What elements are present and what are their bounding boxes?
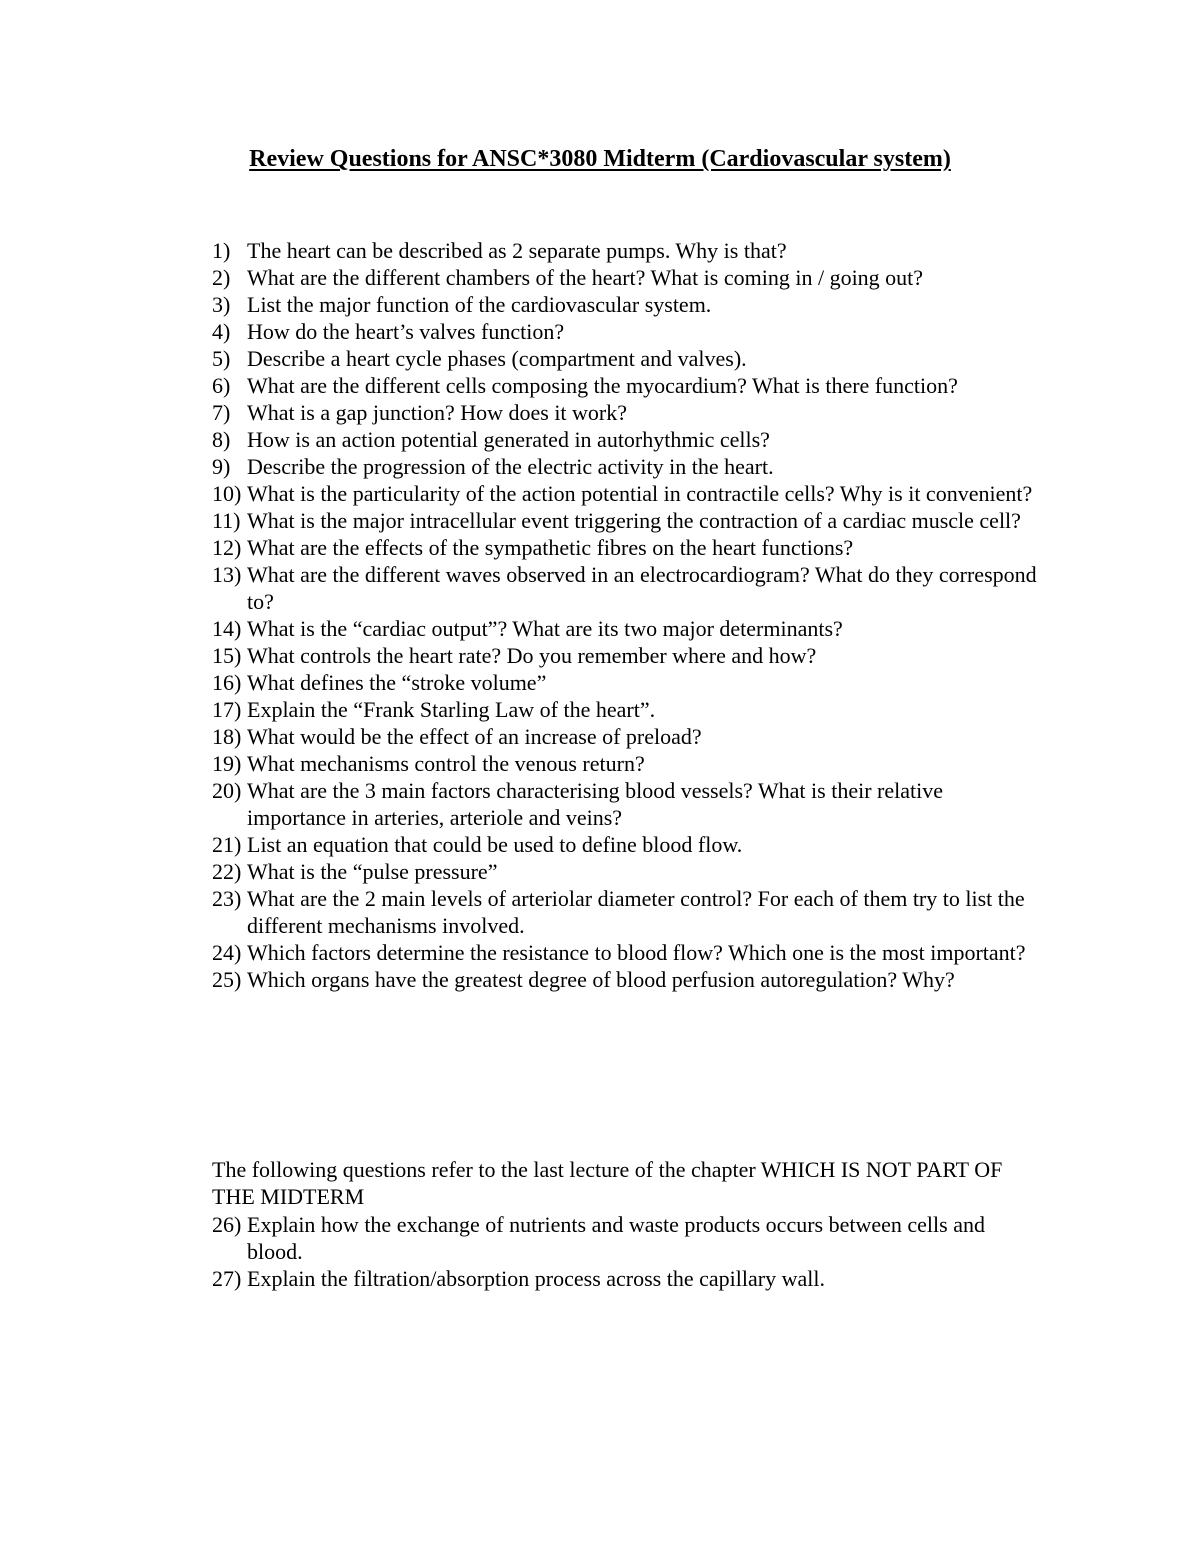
question-item <box>212 669 1042 696</box>
question-item <box>212 1265 1042 1292</box>
question-text: What are the different waves observed in an electrocardiogram? What do they correspond to? <box>247 562 1037 614</box>
midterm-exclusion-note: The following questions refer to the last lecture of the chapter WHICH IS NOT PART OF THE MIDTERM <box>212 1157 1003 1209</box>
question-number: 17) <box>212 697 242 722</box>
question-item <box>212 615 1042 642</box>
question-number: 16) <box>212 670 242 695</box>
question-number: 23) <box>212 886 242 911</box>
question-number: 3) <box>212 292 231 317</box>
question-number: 24) <box>212 940 242 965</box>
document-title: Review Questions for ANSC*3080 Midterm (Cardiovascular system) <box>249 146 951 172</box>
question-number: 8) <box>212 427 231 452</box>
question-number: 22) <box>212 859 242 884</box>
question-item <box>212 318 1042 345</box>
question-text: What is the major intracellular event triggering the contraction of a cardiac muscle cell? <box>247 508 1021 533</box>
question-item <box>212 885 1042 939</box>
question-text: What are the 3 main factors characterising blood vessels? What is their relative importance in arteries, arteriole and veins? <box>247 778 943 830</box>
question-number: 21) <box>212 832 242 857</box>
question-number: 6) <box>212 373 231 398</box>
question-item <box>212 372 1042 399</box>
question-number: 18) <box>212 724 242 749</box>
question-text: Explain how the exchange of nutrients and waste products occurs between cells and blood. <box>247 1212 985 1264</box>
question-text: What controls the heart rate? Do you remember where and how? <box>247 643 817 668</box>
question-text: List an equation that could be used to define blood flow. <box>247 832 743 857</box>
question-text: How is an action potential generated in autorhythmic cells? <box>247 427 770 452</box>
question-item <box>212 507 1042 534</box>
question-number: 26) <box>212 1212 242 1237</box>
question-list <box>212 237 1042 993</box>
question-text: Which organs have the greatest degree of blood perfusion autoregulation? Why? <box>247 967 955 992</box>
question-number: 4) <box>212 319 231 344</box>
question-text: What is the particularity of the action potential in contractile cells? Why is it convenient? <box>247 481 1033 506</box>
question-item <box>212 723 1042 750</box>
question-text: What are the different cells composing the myocardium? What is there function? <box>247 373 958 398</box>
question-text: What mechanisms control the venous return? <box>247 751 645 776</box>
question-text: What is a gap junction? How does it work? <box>247 400 628 425</box>
question-item <box>212 480 1042 507</box>
extra-question-list <box>212 1211 1042 1292</box>
question-text: What would be the effect of an increase of preload? <box>247 724 702 749</box>
question-number: 10) <box>212 481 242 506</box>
question-item <box>212 858 1042 885</box>
question-text: What are the effects of the sympathetic fibres on the heart functions? <box>247 535 854 560</box>
question-item <box>212 696 1042 723</box>
question-text: The heart can be described as 2 separate pumps. Why is that? <box>247 238 787 263</box>
question-number: 1) <box>212 238 231 263</box>
question-number: 27) <box>212 1266 242 1291</box>
question-text: What is the “pulse pressure” <box>247 859 498 884</box>
question-number: 25) <box>212 967 242 992</box>
question-text: Describe a heart cycle phases (compartment and valves). <box>247 346 747 371</box>
question-item <box>212 534 1042 561</box>
question-text: Explain the filtration/absorption process across the capillary wall. <box>247 1266 825 1291</box>
question-item <box>212 237 1042 264</box>
question-number: 11) <box>212 508 241 533</box>
question-item <box>212 1211 1042 1265</box>
question-number: 19) <box>212 751 242 776</box>
question-text: What defines the “stroke volume” <box>247 670 547 695</box>
question-text: What is the “cardiac output”? What are its two major determinants? <box>247 616 843 641</box>
question-item <box>212 345 1042 372</box>
question-text: List the major function of the cardiovascular system. <box>247 292 712 317</box>
question-text: What are the different chambers of the heart? What is coming in / going out? <box>247 265 924 290</box>
question-item <box>212 561 1042 615</box>
question-number: 9) <box>212 454 231 479</box>
question-item <box>212 966 1042 993</box>
question-item <box>212 831 1042 858</box>
question-number: 13) <box>212 562 242 587</box>
question-number: 2) <box>212 265 231 290</box>
question-number: 14) <box>212 616 242 641</box>
question-item <box>212 750 1042 777</box>
question-number: 7) <box>212 400 231 425</box>
question-text: How do the heart’s valves function? <box>247 319 565 344</box>
question-number: 15) <box>212 643 242 668</box>
question-item <box>212 453 1042 480</box>
question-item <box>212 939 1042 966</box>
question-item <box>212 642 1042 669</box>
question-item <box>212 291 1042 318</box>
question-item <box>212 426 1042 453</box>
question-text: Which factors determine the resistance to blood flow? Which one is the most important? <box>247 940 1026 965</box>
question-text: Describe the progression of the electric activity in the heart. <box>247 454 774 479</box>
question-item <box>212 777 1042 831</box>
question-text: What are the 2 main levels of arteriolar diameter control? For each of them try to list the different mechanisms involved. <box>247 886 1025 938</box>
question-text: Explain the “Frank Starling Law of the heart”. <box>247 697 656 722</box>
question-number: 5) <box>212 346 231 371</box>
question-item <box>212 264 1042 291</box>
question-number: 12) <box>212 535 242 560</box>
question-number: 20) <box>212 778 242 803</box>
question-item <box>212 399 1042 426</box>
